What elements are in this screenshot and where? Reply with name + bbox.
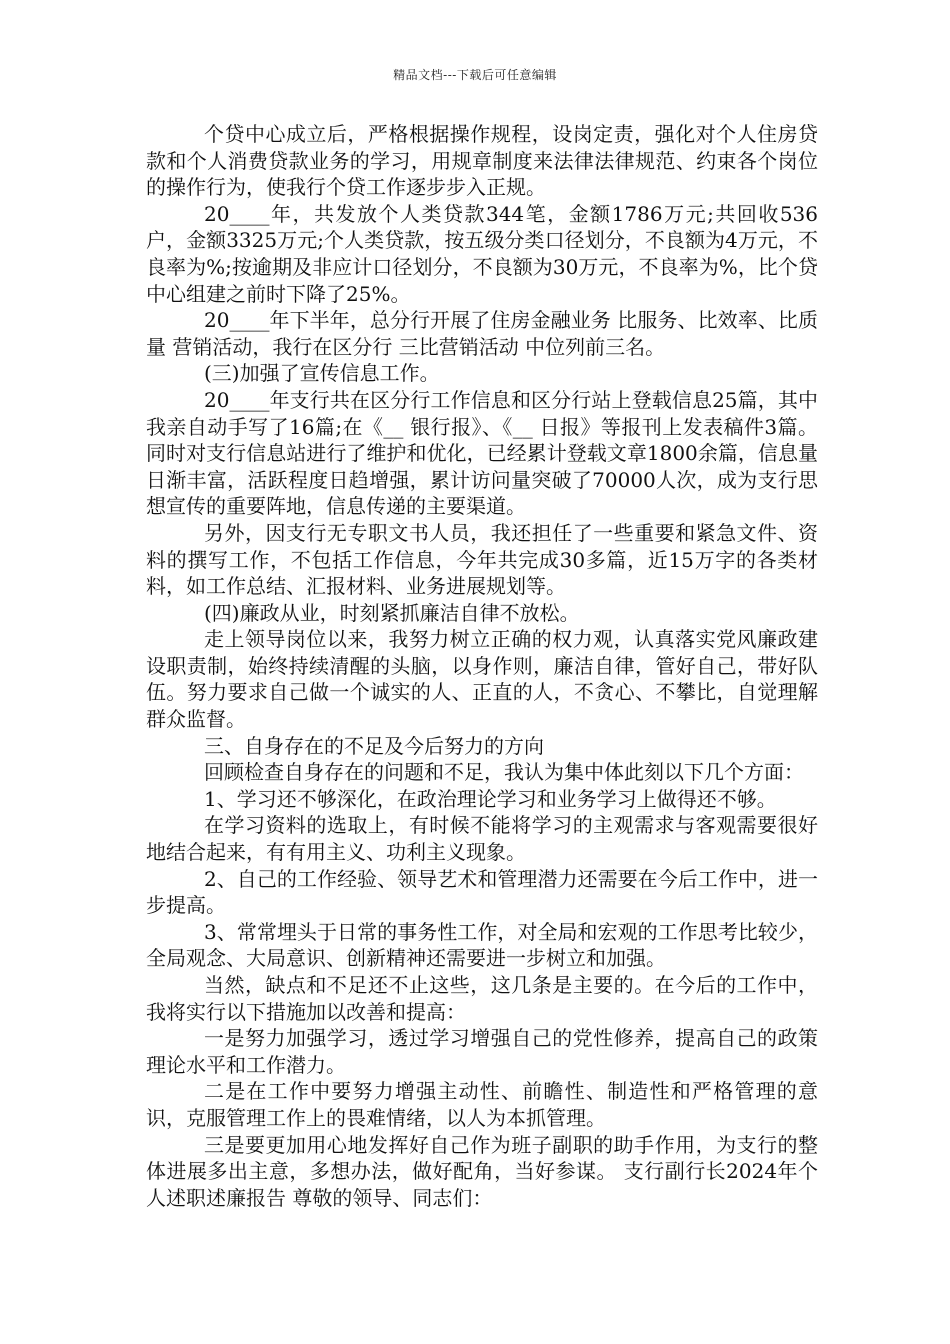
measure-item-1: 一是努力加强学习，透过学习增强自己的党性修养，提高自己的政策理论水平和工作潜力。 bbox=[146, 1026, 818, 1077]
paragraph-information-work: 20____年支行共在区分行工作信息和区分行站上登载信息25篇，其中我亲自动手写了16篇;在《__ 银行报》、《__ 日报》等报刊上发表稿件3篇。同时对支行信息站进行了维护和优化，已经累计登载文章1800余篇，信息量日渐丰富，活跃程度日趋增强，累计访问量突破了70000人次，成为支行思想宣传的重要阵地，信息传递的主要渠道。 bbox=[146, 387, 818, 519]
paragraph-marketing-activity: 20____年下半年，总分行开展了住房金融业务 比服务、比效率、比质量 营销活动，我行在区分行 三比营销活动 中位列前三名。 bbox=[146, 308, 818, 359]
paragraph-loan-statistics: 20____年，共发放个人类贷款344笔，金额1786万元;共回收536户，金额3325万元;个人类贷款，按五级分类口径划分，不良额为4万元，不良率为%;按逾期及非应计口径划分，不良额为30万元，不良率为%，比个贷中心组建之前时下降了25%。 bbox=[146, 201, 818, 306]
paragraph-improvement-intro: 当然，缺点和不足还不止这些，这几条是主要的。在今后的工作中，我将实行以下措施加以改善和提高： bbox=[146, 973, 818, 1024]
measure-item-2: 二是在工作中要努力增强主动性、前瞻性、制造性和严格管理的意识，克服管理工作上的畏难情绪，以人为本抓管理。 bbox=[146, 1079, 818, 1130]
list-item-3: 3、常常埋头于日常的事务性工作，对全局和宏观的工作思考比较少，全局观念、大局意识、创新精神还需要进一步树立和加强。 bbox=[146, 919, 818, 971]
paragraph-loan-center-established: 个贷中心成立后，严格根据操作规程，设岗定责，强化对个人住房贷款和个人消费贷款业务的学习，用规章制度来法律法律规范、约束各个岗位的操作行为，使我行个贷工作逐步步入正规。 bbox=[146, 122, 818, 200]
list-item-1: 1、学习还不够深化，在政治理论学习和业务学习上做得还不够。 bbox=[204, 786, 777, 811]
list-item-2: 2、自己的工作经验、领导艺术和管理潜力还需要在今后工作中，进一步提高。 bbox=[146, 866, 818, 918]
measure-item-3: 三是要更加用心地发挥好自己作为班子副职的助手作用，为支行的整体进展多出主意，多想办法，做好配角，当好参谋。 支行副行长2024年个人述职述廉报告 尊敬的领导、同志们： bbox=[146, 1132, 818, 1210]
paragraph-document-writing: 另外，因支行无专职文书人员，我还担任了一些重要和紧急文件、资料的撰写工作，不包括工作信息，今年共完成30多篇，近15万字的各类材料，如工作总结、汇报材料、业务进展规划等。 bbox=[146, 520, 818, 599]
paragraph-integrity: 走上领导岗位以来，我努力树立正确的权力观，认真落实党风廉政建设职责制，始终持续清醒的头脑，以身作则，廉洁自律，管好自己，带好队伍。努力要求自己做一个诚实的人、正直的人，不贪心、不攀比，自觉理解群众监督。 bbox=[146, 627, 818, 732]
page-header: 精品文档---下载后可任意编辑 bbox=[393, 68, 557, 82]
paragraph-review: 回顾检查自身存在的问题和不足，我认为集中体此刻以下几个方面： bbox=[204, 760, 804, 785]
document-body bbox=[146, 121, 818, 1211]
section-heading-integrity: (四)廉政从业，时刻紧抓廉洁自律不放松。 bbox=[204, 600, 580, 625]
section-heading-shortcomings: 三、自身存在的不足及今后努力的方向 bbox=[204, 733, 544, 758]
paragraph-study-materials: 在学习资料的选取上，有时候不能将学习的主观需求与客观需要很好地结合起来，有有用主义、功利主义现象。 bbox=[146, 813, 818, 865]
section-heading-publicity: (三)加强了宣传信息工作。 bbox=[204, 361, 440, 386]
